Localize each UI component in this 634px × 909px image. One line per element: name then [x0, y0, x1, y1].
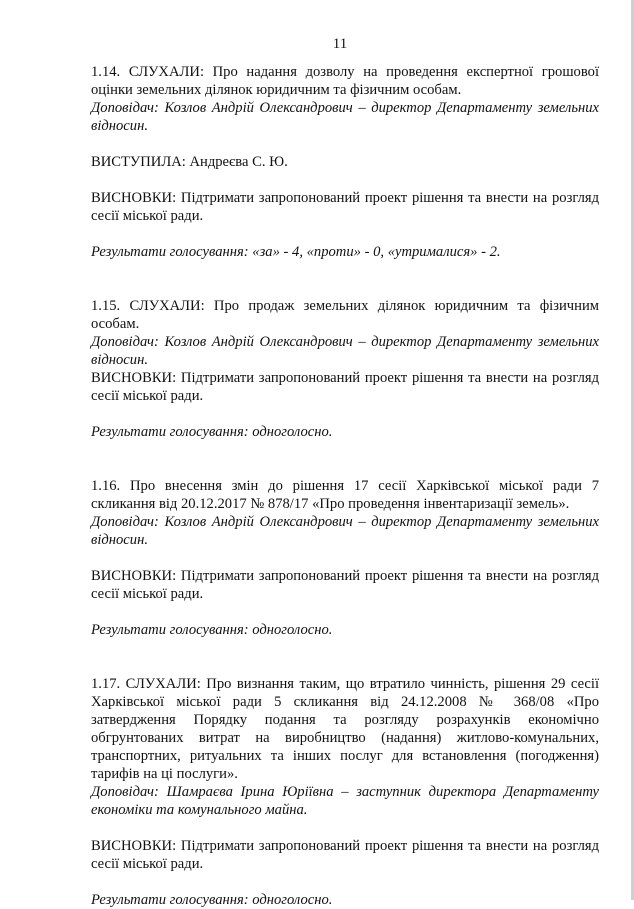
item-conclusions: ВИСНОВКИ: Підтримати запропонований проект рішення та внести на розгляд сесії міської ради.: [91, 190, 599, 224]
item-heard: 1.17. СЛУХАЛИ: Про визнання таким, що втратило чинність, рішення 29 сесії Харківської міської ради 5 скликання від 24.12.2008 № 368/08 «Про затвердження Порядку подання та розгляду розрахунків економічно обгрунтованих витрат на виробництво (надання) житлово-комунальних, транспортних, ритуальних та інших послуг для встановлення (погодження) тарифів на ці послуги».: [91, 676, 599, 782]
item-vote-result: Результати голосування: одноголосно.: [91, 622, 333, 638]
item-conclusions: ВИСНОВКИ: Підтримати запропонований проект рішення та внести на розгляд сесії міської ради.: [91, 838, 599, 872]
item-vote-result: Результати голосування: одноголосно.: [91, 892, 333, 908]
item-heard: 1.14. СЛУХАЛИ: Про надання дозволу на проведення експертної грошової оцінки земельних ділянок юридичним та фізичним особам.: [91, 64, 599, 98]
item-spoke: ВИСТУПИЛА: Андреєва С. Ю.: [91, 154, 288, 170]
document-body: [91, 63, 599, 909]
item-conclusions: ВИСНОВКИ: Підтримати запропонований проект рішення та внести на розгляд сесії міської ради.: [91, 370, 599, 404]
item-heard: 1.15. СЛУХАЛИ: Про продаж земельних ділянок юридичним та фізичним особам.: [91, 298, 599, 332]
item-speaker: Доповідач: Козлов Андрій Олександрович – директор Департаменту земельних відносин.: [91, 334, 599, 368]
item-vote-result: Результати голосування: одноголосно.: [91, 424, 333, 440]
item-heard: 1.16. Про внесення змін до рішення 17 сесії Харківської міської ради 7 скликання від 20.12.2017 № 878/17 «Про проведення інвентаризації земель».: [91, 478, 599, 512]
page-number: 11: [332, 36, 348, 52]
item-speaker: Доповідач: Козлов Андрій Олександрович – директор Департаменту земельних відносин.: [91, 100, 599, 134]
item-conclusions: ВИСНОВКИ: Підтримати запропонований проект рішення та внести на розгляд сесії міської ради.: [91, 568, 599, 602]
item-vote-result: Результати голосування: «за» - 4, «проти» - 0, «утрималися» - 2.: [91, 244, 501, 260]
item-speaker: Доповідач: Козлов Андрій Олександрович – директор Департаменту земельних відносин.: [91, 514, 599, 548]
item-speaker: Доповідач: Шамраєва Ірина Юріївна – заступник директора Департаменту економіки та комунального майна.: [91, 784, 599, 818]
